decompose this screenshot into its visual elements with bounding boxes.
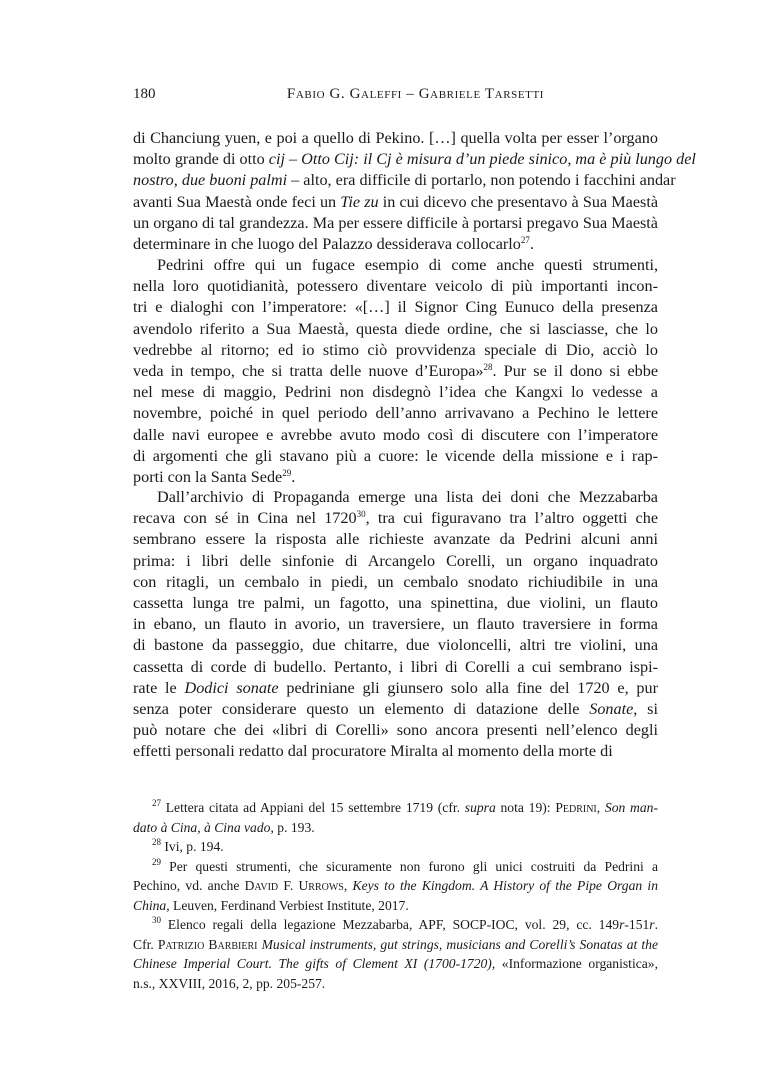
text-line: porti con la Santa Sede$^{29}$. [133, 467, 296, 486]
footnote-line: $^{30}$ Elenco regali della legazione Mezzabarba, APF, SOCP-IOC, vol. 29, cc. 149r-151r. [152, 915, 658, 932]
text-line: senza poter considerare questo un elemento di datazione delle Sonate, si [133, 699, 658, 718]
text-line: può notare che dei «libri di Corelli» sono ancora presenti nell’elenco degli [133, 721, 658, 740]
footnote-ref: 27 [152, 798, 161, 808]
author-name: Pedrini [555, 800, 597, 815]
running-head [133, 86, 658, 106]
text-line: nostro, due buoni palmi – alto, era difficile di portarlo, non potendo i facchini andar [133, 171, 676, 190]
footnote-line: dato à Cina, à Cina vado, p. 193. [133, 819, 315, 835]
footnote-line: $^{28}$ Ivi, p. 194. [152, 837, 224, 854]
text-line: avanti Sua Maestà onde feci un Tie zu in cui dicevo che presentavo à Sua Maestà [133, 192, 658, 211]
footnote-line: n.s., XXVIII, 2016, 2, pp. 205-257. [133, 975, 326, 991]
author-name: Patrizio Barbieri [157, 936, 258, 952]
text-line: novembre, poiché in quel periodo dell’anno arrivavano a Pechino le lettere [133, 404, 658, 423]
text-line: un organo di tal grandezza. Ma per essere difficile à portarsi pregavo Sua Maestà [133, 213, 658, 232]
text-line: determinare in che luogo del Palazzo dessiderava collocarlo$^{27}$. [133, 234, 534, 253]
text-line: recava con sé in Cina nel 1720$^{30}$, tra cui figuravano tra l’altro oggetti che [133, 509, 658, 528]
text-line: Dall’archivio di Propaganda emerge una lista dei doni che Mezzabarba [157, 488, 658, 506]
text-line: Pedrini offre qui un fugace esempio di come anche questi strumenti, [157, 256, 658, 274]
footnote [152, 837, 658, 857]
text-line: avendolo riferito a Sua Maestà, questa diede ordine, che si lasciasse, che lo [133, 319, 658, 338]
footnote-line: Chinese Imperial Court. The gifts of Clement XI (1700-1720), «Informazione organistica», [133, 956, 658, 971]
text-line: di bastone da passeggio, due chitarre, due violoncelli, altri tre violini, una [133, 636, 658, 655]
footnote [133, 798, 658, 837]
text-line: in ebano, un flauto in avorio, un traversiere, un flauto traversiere in forma [133, 615, 658, 634]
footnotes [133, 798, 658, 993]
text-line: nella loro quotidianità, potessero diventare veicolo di più importanti incon- [133, 277, 658, 296]
text-line: nel mese di maggio, Pedrini non disdegnò l’idea che Kangxi lo vedesse a [133, 383, 658, 402]
author-name: David F. Urrows [244, 878, 344, 893]
footnote [133, 915, 658, 993]
footnote-ref: 29 [152, 856, 161, 867]
text-line: di argomenti che gli stavano più a cuore: le vicende della missione e i rap- [133, 446, 658, 465]
text-line: molto grande di otto cij – Otto Cij: il Cj è misura d’un piede sinico, ma è più lungo del [133, 150, 696, 169]
text-line: cassetta lunga tre palmi, un fagotto, una spinettina, due violini, un flauto [133, 593, 658, 612]
footnote-ref: 29 [282, 467, 292, 478]
block-quote [133, 128, 696, 255]
text-line: prima: i libri delle sinfonie di Arcangelo Corelli, un organo inquadrato [133, 551, 658, 570]
footnote-ref: 28 [152, 837, 161, 847]
text-line: vedrebbe al ritorno; ed io stimo ciò provvidenza speciale di Dio, acciò lo [133, 340, 658, 359]
text-line: cassetta di corde di budello. Pertanto, i libri di Corelli a cui sembrano ispi- [133, 657, 658, 676]
text-line: sembrano essere la risposta alle richieste avanzate da Pedrini alcuni anni [133, 530, 658, 549]
footnote [133, 856, 658, 916]
paragraph-2 [133, 487, 658, 762]
footnote-ref: 28 [483, 361, 493, 372]
footnote-line: Cfr. Patrizio Barbieri Musical instruments, gut strings, musicians and Corelli’s Sonatas at the [133, 936, 658, 952]
footnote-line: China, Leuven, Ferdinand Verbiest Institute, 2017. [133, 897, 409, 913]
page-number: 180 [133, 86, 156, 102]
footnote-line: $^{27}$ Lettera citata ad Appiani del 15 settembre 1719 (cfr. supra nota 19): Pedrini, Son man- [152, 798, 658, 815]
footnote-ref: 30 [152, 915, 161, 925]
text-line: di Chanciung yuen, e poi a quello di Pekino. […] quella volta per esser l’organo [133, 129, 658, 147]
footnote-ref: 27 [520, 234, 530, 245]
footnote-line: $^{29}$ Per questi strumenti, che sicuramente non furono gli unici costruiti da Pedrini a [152, 856, 658, 874]
paragraph-1 [133, 255, 658, 488]
text-line: veda in tempo, che si tratta delle nuove d’Europa»$^{28}$. Pur se il dono si ebbe [133, 361, 659, 380]
running-title: Fabio G. Galeffi – Gabriele Tarsetti [286, 86, 545, 102]
text-line: tri e dialoghi con l’imperatore: «[…] il Signor Cing Eunuco della presenza [133, 298, 658, 317]
text-line: dalle navi europee e avrebbe avuto modo così di discutere con l’imperatore [133, 425, 658, 444]
text-line: rate le Dodici sonate pedriniane gli giunsero solo alla fine del 1720 e, pur [133, 678, 658, 697]
footnote-line: Pechino, vd. anche David F. Urrows, Keys to the Kingdom. A History of the Pipe Organ in [133, 878, 658, 893]
text-line: effetti personali redatto dal procuratore Miralta al momento della morte di [133, 742, 613, 761]
footnote-ref: 30 [356, 509, 366, 520]
text-line: con ritagli, un cembalo in piedi, un cembalo snodato richiudibile in una [133, 572, 658, 591]
